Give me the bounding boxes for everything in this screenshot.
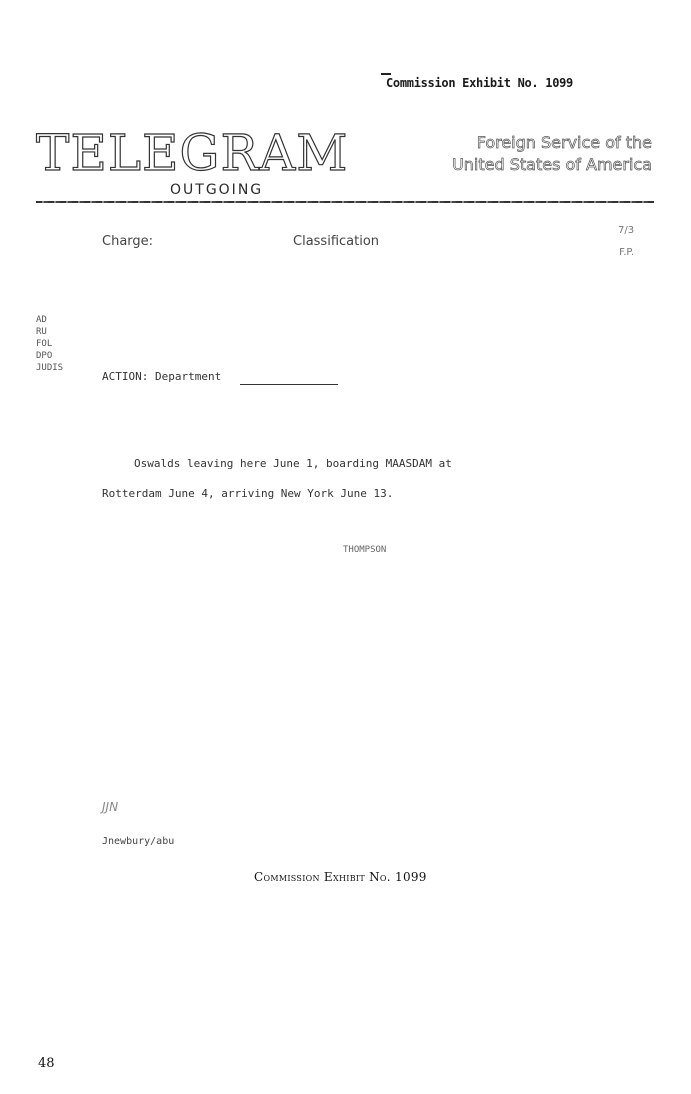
- header-rule: [36, 201, 654, 203]
- margin-codes: [36, 314, 63, 374]
- service-line-1: Foreign Service of the: [476, 133, 652, 152]
- message-line-1: Oswalds leaving here June 1, boarding MAASDAM at: [134, 457, 452, 470]
- action-line: ACTION: Department: [102, 370, 222, 383]
- signature: THOMPSON: [343, 545, 387, 555]
- corner-mark-2: F.P.: [619, 247, 635, 258]
- margin-code: AD: [36, 315, 47, 325]
- header-exhibit-label: Commission Exhibit No. 1099: [386, 76, 573, 90]
- page-number: 48: [38, 1056, 55, 1071]
- margin-code: RU: [36, 327, 47, 337]
- message-line-2: Rotterdam June 4, arriving New York June 13.: [102, 487, 394, 500]
- action-underline: [240, 384, 338, 385]
- margin-code: DPO: [36, 351, 53, 361]
- service-line-2: United States of America: [452, 155, 652, 174]
- classification-label: Classification: [293, 234, 380, 249]
- header-exhibit-mark: [381, 73, 391, 75]
- foreign-service-heading: [442, 132, 652, 176]
- corner-mark-1: 7/3: [618, 225, 635, 236]
- initials: JJN: [102, 800, 119, 814]
- corner-marks: [618, 220, 634, 264]
- charge-label: Charge:: [102, 234, 154, 249]
- form-subtitle: OUTGOING: [170, 182, 264, 198]
- form-title: TELEGRAM: [36, 124, 349, 182]
- margin-code: JUDIS: [36, 363, 64, 373]
- footer-exhibit-label: Commission Exhibit No. 1099: [254, 870, 427, 884]
- margin-code: FOL: [36, 339, 53, 349]
- drafter-line: Jnewbury/abu: [102, 836, 175, 847]
